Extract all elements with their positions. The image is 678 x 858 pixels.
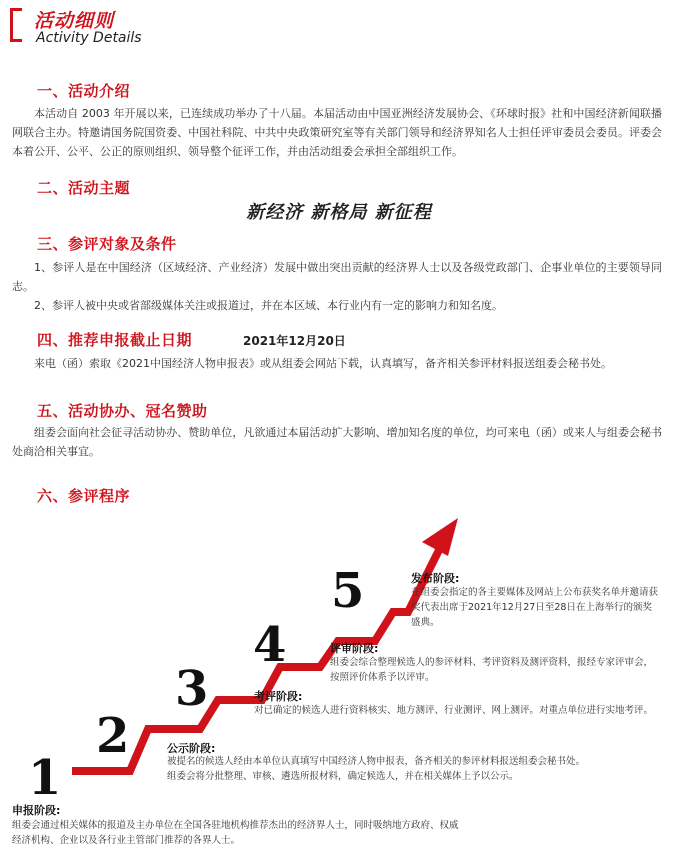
stage-desc-application: 组委会通过相关媒体的报道及主办单位在全国各驻地机构推荐杰出的经济界人士，同时吸纳地方政府、权威经济机构、企业以及各行业主管部门推荐的各界人士。 <box>12 820 459 846</box>
stage-number-3: 3 <box>175 661 209 717</box>
stage-title-review: 评审阶段: <box>330 642 379 655</box>
stage-desc-publish: 在组委会指定的各主要媒体及网站上公布获奖名单并邀请获奖代表出席于2021年12月27日至28日在上海举行的颁奖盛典。 <box>411 587 659 628</box>
activity-theme: 新经济 新格局 新征程 <box>246 202 432 223</box>
section-title-eligibility: 三、参评对象及条件 <box>37 235 177 253</box>
stage-number-4: 4 <box>253 617 287 673</box>
stage-title-publicity: 公示阶段: <box>167 742 216 755</box>
stage-desc-assessment: 对已确定的候选人进行资料核实、地方测评、行业测评、网上测评。对重点单位进行实地考评。 <box>254 705 654 716</box>
section-title-sponsor: 五、活动协办、冠名赞助 <box>37 402 208 420</box>
stage-number-1: 1 <box>28 750 62 806</box>
stage-number-2: 2 <box>96 708 130 764</box>
stage-title-assessment: 考评阶段: <box>254 690 303 703</box>
section-title-procedure: 六、参评程序 <box>37 487 131 505</box>
section-title-intro: 一、活动介绍 <box>37 82 131 100</box>
stage-title-publish: 发布阶段: <box>411 572 460 585</box>
deadline-date: 2021年12月20日 <box>243 334 346 348</box>
arrow-head <box>422 518 458 556</box>
section-title-theme: 二、活动主题 <box>37 179 131 197</box>
header-title-cn: 活动细则 <box>34 10 115 32</box>
eligibility-item-2: 2、参评人被中央或省部级媒体关注或报道过，并在本区域、本行业内有一定的影响力和知名度。 <box>34 299 503 312</box>
sponsor-body: 组委会面向社会征寻活动协办、赞助单位，凡欲通过本届活动扩大影响、增加知名度的单位，均可来电（函）或来人与组委会秘书处商洽相关事宜。 <box>12 426 662 458</box>
header-title-en: Activity Details <box>36 30 142 46</box>
deadline-body: 来电（函）索取《2021中国经济人物申报表》或从组委会网站下载，认真填写，备齐相关参评材料报送组委会秘书处。 <box>34 357 612 370</box>
stage-desc-review: 组委会综合整理候选人的参评材料、考评资料及测评资料，报经专家评审会，按照评价体系予以评审。 <box>330 657 654 683</box>
eligibility-item-1: 1、参评人是在中国经济（区域经济、产业经济）发展中做出突出贡献的经济界人士以及各级党政部门、企事业单位的主要领导同志。 <box>12 261 662 293</box>
section-title-deadline: 四、推荐申报截止日期 <box>37 331 193 349</box>
section-intro-body: 本活动自 2003 年开展以来，已连续成功举办了十八届。本届活动由中国亚洲经济发展协会、《环球时报》社和中国经济新闻联播网联合主办。特邀请国务院国资委、中国社科院、中共中央政策研究室等有关部门领导和经济界知名人士担任评审委员会委员。评委会本着公开、公平、公正的原则组织、领导整个征评工作，并由活动组委会承担全部组织工作。 <box>12 107 662 158</box>
stage-title-application: 申报阶段: <box>12 804 61 817</box>
stage-number-5: 5 <box>331 563 365 619</box>
stage-desc-publicity: 被提名的候选人经由本单位认真填写中国经济人物申报表，备齐相关的参评材料报送组委会秘书处。组委会将分批整理、审核、遴选所报材料，确定候选人，并在相关媒体上予以公示。 <box>167 756 586 782</box>
